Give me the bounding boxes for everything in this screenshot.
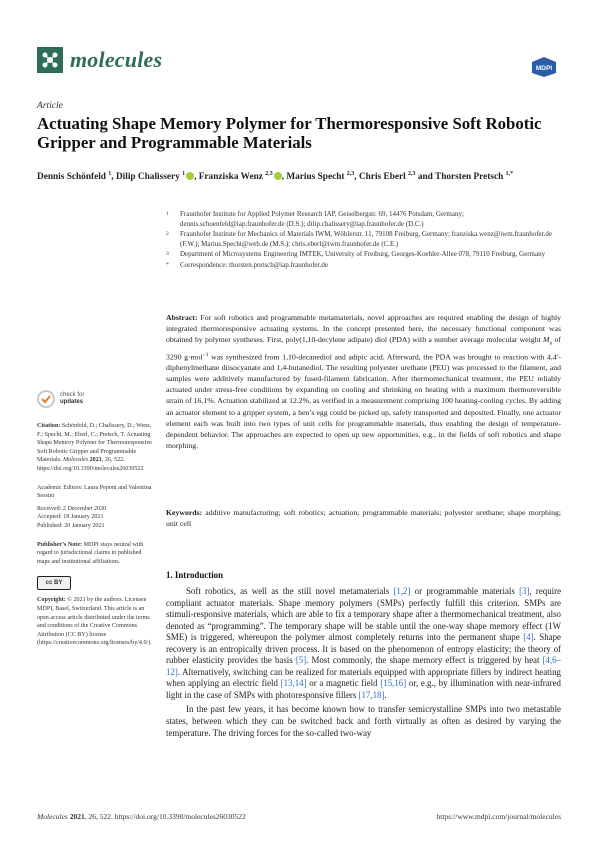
keywords <box>166 507 561 529</box>
footer-url[interactable]: https://www.mdpi.com/journal/molecules <box>436 812 561 821</box>
affiliation-item <box>166 230 561 249</box>
mn-symbol: M <box>543 335 550 345</box>
academic-editors: Academic Editors: Laura Peponi and Valentina Sessini <box>37 484 152 500</box>
check-for-updates-button[interactable] <box>37 390 155 408</box>
author-affiliation-sup: 2,3 <box>346 171 355 177</box>
affiliation-number: 2 <box>166 231 169 238</box>
orcid-icon[interactable] <box>274 172 282 180</box>
footer-year: 2021 <box>67 812 85 821</box>
mn-subscript: n <box>549 340 553 347</box>
author-name: Dilip Chalissery <box>115 172 183 183</box>
abstract-text: was synthesized from 1,10-decanediol and adipic acid. Afterward, the PDA was brought to reaction with 4,4′-diphenylmethane diisocyanate and 1,4-butanediol. The resulting polyester urethane (PEU) was processed to the filament, and samples were additively manufactured by fused-filament fabrication. After thermomechanical treatment, the PEU reliably actuated under stress-free conditions by expanding on cooling and shrinking on heating with a maximum thermoreversible strain of 16.1%. Actuation stabilized at 12.2%, as verified in a measurement comprising 100 heating-cooling cycles. By adding an actuator element to a gripper system, a hen’s egg could be picked up, safely transported and deposited. Finally, one actuator element each was built into two types of unit cells for programmable materials, thus enabling the design of temperature-dependent behavior. The approaches are expected to open up new opportunities, e.g., in the fields of soft robotics and shape morphing. <box>166 352 561 450</box>
orcid-icon[interactable] <box>186 172 194 180</box>
footer-citation <box>37 812 246 821</box>
author-affiliation-sup: 1 <box>108 171 112 177</box>
dates-block <box>37 484 155 531</box>
citation-link[interactable]: [17,18] <box>358 689 385 700</box>
page-footer <box>37 812 561 821</box>
citation-text: Schönfeld, D.; Chalissery, D.; Wenz, F.; Specht, M.; Eberl, C.; Pretsch, T. Actuating Shape Memory Polymer for Thermoresponsive Soft Robotic Gripper and Programmable Materials. <box>37 423 152 464</box>
affiliation-number: 1 <box>166 211 169 217</box>
paragraph: Soft robotics, as well as the still novel metamaterials [1,2] or programmable materials [3], require compliant actuator materials. Shape memory polymers (SMPs) perfectly fulfill this criterion. SMPs are stimuli-responsive materials, which are able to fix a temporary shape after a thermomechanical treatment, also denoted as “programming”. The temporary shape will be stable until the one-way shape memory effect (1W SME) is triggered, whereupon the polymer almost completely returns into the permanent shape [4]. Shape recovery is an entropically driven process. It is based on the phenomenon of entropy elasticity; the theory of rubber elasticity provides the basis [5]. Most commonly, the shape memory effect is triggered by heat [4,6–12]. Alternatively, switching can be realized for materials equipped with appropriate fillers by indirect heating when applying an electric field [13,14] or a magnetic field [15,16] or, e.g., by illumination with near-infrared light in the case of SMPs with photoresponsive fillers [17,18]. <box>166 586 562 700</box>
publisher-note <box>37 541 155 567</box>
check-label: check for <box>60 392 85 398</box>
affiliation-text: Correspondence: thorsten.pretsch@iap.fraunhofer.de <box>180 260 328 269</box>
citation-year: 2021 <box>88 457 102 464</box>
citation-block <box>37 422 155 474</box>
citation-link[interactable]: [15,16] <box>380 678 407 689</box>
section-heading: 1. Introduction <box>166 570 224 580</box>
molecules-logo-icon <box>37 47 63 73</box>
check-bold: updates <box>60 399 84 405</box>
citation-link[interactable]: [4,6–12] <box>166 655 561 677</box>
journal-name[interactable]: molecules <box>70 47 163 72</box>
affiliation-text: Fraunhofer Institute for Mechanics of Materials IWM, Wöhlerstr. 11, 79108 Freiburg, Germany; franziska.wenz@iwm.fraunhofer.de (F.W.); Marius.Specht@web.de (M.S.); chris.eberl@iwm.fraunhofer.de (C.E.) <box>180 230 552 248</box>
journal-logo <box>37 47 162 73</box>
citation-link[interactable]: [4] <box>523 632 534 643</box>
copyright-label: Copyright: <box>37 597 66 604</box>
sidebar <box>37 390 155 648</box>
author-name: Chris Eberl <box>358 172 409 183</box>
citation-volume: , 26, 522. <box>101 457 125 464</box>
affiliations <box>166 210 561 272</box>
footer-journal: Molecules <box>37 812 68 821</box>
affiliation-item <box>166 261 561 271</box>
copyright-text: © 2021 by the authors. Licensee MDPI, Basel, Switzerland. This article is an open access article distributed under the terms and conditions of the Creative Commons Attribution (CC BY) license (https://creativecommons.org/licenses/by/4.0/). <box>37 597 152 647</box>
affiliation-number: 3 <box>166 251 169 258</box>
author-name: and Thorsten Pretsch <box>417 172 506 183</box>
affiliation-item <box>166 210 561 229</box>
affiliation-number: * <box>166 261 169 268</box>
abstract <box>166 312 561 451</box>
copyright <box>37 596 155 648</box>
citation-link[interactable]: [1,2] <box>393 586 411 596</box>
citation-link[interactable]: [5] <box>295 655 307 666</box>
introduction-text <box>166 586 561 742</box>
citation-link[interactable]: [13,14] <box>280 678 307 689</box>
publisher-name: MDPI <box>535 65 553 72</box>
check-updates-icon <box>37 390 55 408</box>
author-name: Marius Specht <box>286 172 347 183</box>
article-title: Actuating Shape Memory Polymer for Thermoresponsive Soft Robotic Gripper and Programmable Materials <box>37 114 542 152</box>
paragraph: In the past few years, it has become known how to transfer semicrystalline SMPs into two metastable states, between which they can be switched back and forth virtually as often as desired by varying the temperature. The driving forces for the so-called two-way <box>166 704 561 738</box>
affiliation-text: Department of Microsystems Engineering IMTEK, University of Freiburg, Georges-Koehler-Allee 078, 79110 Freiburg, Germany <box>180 250 546 259</box>
article-type: Article <box>37 101 63 111</box>
citation-doi-link[interactable]: https://doi.org/10.3390/molecules26030522 <box>37 465 144 472</box>
keywords-text: additive manufacturing; soft robotics; actuation; programmable materials; polyester urethane; shape morphing; unit cell <box>166 508 561 529</box>
published-date: Published: 20 January 2021 <box>37 522 105 529</box>
abstract-text: of 3290 g·mol <box>166 335 561 362</box>
author-affiliation-sup: 1,* <box>505 171 514 177</box>
check-updates-text <box>60 392 84 406</box>
author-name: Franziska Wenz <box>198 172 266 183</box>
received-date: Received: 2 December 2020 <box>37 505 107 512</box>
abstract-label: Abstract: <box>166 313 198 322</box>
affiliation-item <box>166 250 561 260</box>
cc-by-license-icon[interactable]: cc BY <box>37 576 71 590</box>
accepted-date: Accepted: 18 January 2021 <box>37 514 104 521</box>
mdpi-logo-icon[interactable] <box>531 56 557 78</box>
citation-journal: Molecules <box>63 457 89 464</box>
author-affiliation-sup: 2,3 <box>408 171 416 177</box>
note-text: MDPI stays neutral with regard to jurisdictional claims in published maps and institutional affiliations. <box>37 541 144 565</box>
citation-label: Citation: <box>37 423 61 429</box>
keywords-label: Keywords: <box>166 508 203 517</box>
author-list: Dennis Schönfeld $^1$, Dilip Chalissery $^1$ , Franziska Wenz $^{2,3}$ , Marius Specht $^{2,3}$, Chris Eberl $^{2,3}$ and Thorsten Pretsch $^{1,*}$ <box>37 171 514 183</box>
citation-link[interactable]: [3] <box>519 586 530 596</box>
affiliation-text: Fraunhofer Institute for Applied Polymer Research IAP, Geiselbergstr. 69, 14476 Potsdam, Germany; dennis.schoenfeld@iap.fraunhofer.de (D.S.); dilip.chalissery@iap.fraunhofer.de (D.C.) <box>180 210 464 228</box>
unit-superscript: −1 <box>202 351 209 358</box>
author-affiliation-sup: 2,3 <box>265 171 273 177</box>
author-name: Dennis Schönfeld <box>37 172 109 183</box>
note-label: Publisher’s Note: <box>37 541 83 548</box>
author-affiliation-sup: 1 <box>182 171 186 177</box>
footer-doi[interactable]: , 26, 522. https://doi.org/10.3390/molecules26030522 <box>84 812 246 821</box>
abstract-text: For soft robotics and programmable metamaterials, novel approaches are required enabling the design of highly integrated thermoresponsive actuating systems. In the concept presented here, the necessary functional component was obtained by polymer syntheses. First, poly(1,10-decylene adipate) diol (PDA) with a number average molecular weight <box>166 313 561 345</box>
